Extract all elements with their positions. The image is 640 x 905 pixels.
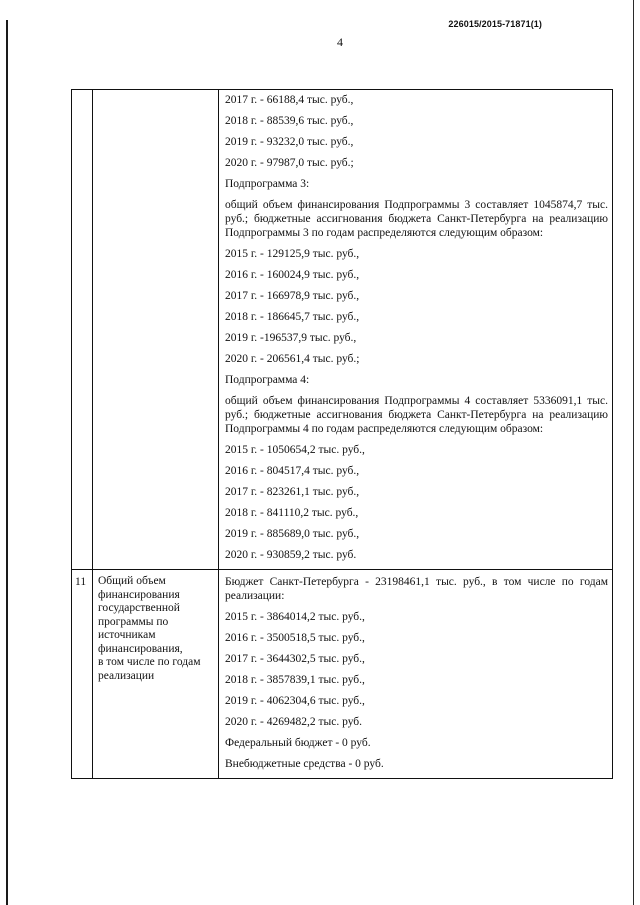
funding-year-line: 2016 г. - 3500518,5 тыс. руб., — [225, 632, 365, 644]
funding-year-line: 2018 г. - 841110,2 тыс. руб., — [225, 507, 359, 519]
subprogram-4-title: Подпрограмма 4: — [225, 374, 310, 386]
scan-left-edge — [6, 20, 8, 905]
name-line: государственной — [98, 602, 180, 614]
funding-year-line: 2020 г. - 97987,0 тыс. руб.; — [225, 157, 354, 169]
funding-year-line: 2020 г. - 206561,4 тыс. руб.; — [225, 353, 360, 365]
federal-budget-line: Федеральный бюджет - 0 руб. — [225, 737, 371, 749]
funding-year-line: 2017 г. - 66188,4 тыс. руб., — [225, 94, 354, 106]
name-line: финансирования — [98, 588, 180, 601]
program-table — [71, 89, 613, 779]
row-number-11: 11 — [72, 570, 93, 779]
funding-year-line: 2020 г. - 4269482,2 тыс. руб. — [225, 716, 363, 728]
budget-intro: Бюджет Санкт-Петербурга - 23198461,1 тыс. руб., в том числе по годам реализации: — [225, 576, 608, 602]
funding-year-line: 2015 г. - 1050654,2 тыс. руб., — [225, 444, 365, 456]
subprogram-4-description: общий объем финансирования Подпрограммы 4 составляет 5336091,1 тыс. руб.; бюджетные ассигнования бюджета Санкт-Петербурга на реализацию Подпрограммы 4 по годам распределяются следующим образом: — [225, 395, 608, 435]
name-line: Общий объем — [98, 575, 166, 587]
funding-year-line: 2017 г. - 3644302,5 тыс. руб., — [225, 653, 365, 665]
funding-year-line: 2017 г. - 823261,1 тыс. руб., — [225, 486, 360, 498]
funding-year-line: 2017 г. - 166978,9 тыс. руб., — [225, 290, 360, 302]
funding-year-line: 2015 г. - 3864014,2 тыс. руб., — [225, 611, 365, 623]
row-number-cell — [72, 90, 93, 570]
document-id: 226015/2015-71871(1) — [448, 19, 542, 29]
subprogram-3-title: Подпрограмма 3: — [225, 178, 310, 190]
row-value-total-funding — [219, 570, 613, 779]
row-value-cell — [219, 90, 613, 570]
name-line: программы по — [98, 615, 169, 628]
funding-year-line: 2016 г. - 160024,9 тыс. руб., — [225, 269, 360, 281]
name-line: реализации — [98, 669, 155, 682]
off-budget-line: Внебюджетные средства - 0 руб. — [225, 758, 384, 770]
row-name-total-funding — [93, 570, 219, 779]
funding-year-line: 2019 г. - 4062304,6 тыс. руб., — [225, 695, 365, 707]
table-row-continued — [72, 90, 613, 570]
table-row-11 — [72, 570, 613, 779]
name-line: в том числе по годам — [98, 656, 201, 668]
name-line: финансирования, — [98, 642, 183, 655]
funding-year-line: 2020 г. - 930859,2 тыс. руб. — [225, 549, 357, 561]
funding-year-line: 2019 г. -196537,9 тыс. руб., — [225, 332, 357, 344]
funding-year-line: 2016 г. - 804517,4 тыс. руб., — [225, 465, 360, 477]
funding-year-line: 2018 г. - 3857839,1 тыс. руб., — [225, 674, 365, 686]
name-line: источникам — [98, 629, 156, 641]
funding-year-line: 2018 г. - 88539,6 тыс. руб., — [225, 115, 354, 127]
funding-year-line: 2015 г. - 129125,9 тыс. руб., — [225, 248, 360, 260]
subprogram-3-description: общий объем финансирования Подпрограммы 3 составляет 1045874,7 тыс. руб.; бюджетные ассигнования бюджета Санкт-Петербурга на реализацию Подпрограммы 3 по годам распределяются следующим образом: — [225, 199, 608, 239]
row-name-cell — [93, 90, 219, 570]
funding-year-line: 2018 г. - 186645,7 тыс. руб., — [225, 311, 360, 323]
scan-right-edge — [633, 0, 634, 905]
funding-year-line: 2019 г. - 93232,0 тыс. руб., — [225, 136, 354, 148]
page-number: 4 — [337, 35, 343, 49]
funding-year-line: 2019 г. - 885689,0 тыс. руб., — [225, 528, 360, 540]
